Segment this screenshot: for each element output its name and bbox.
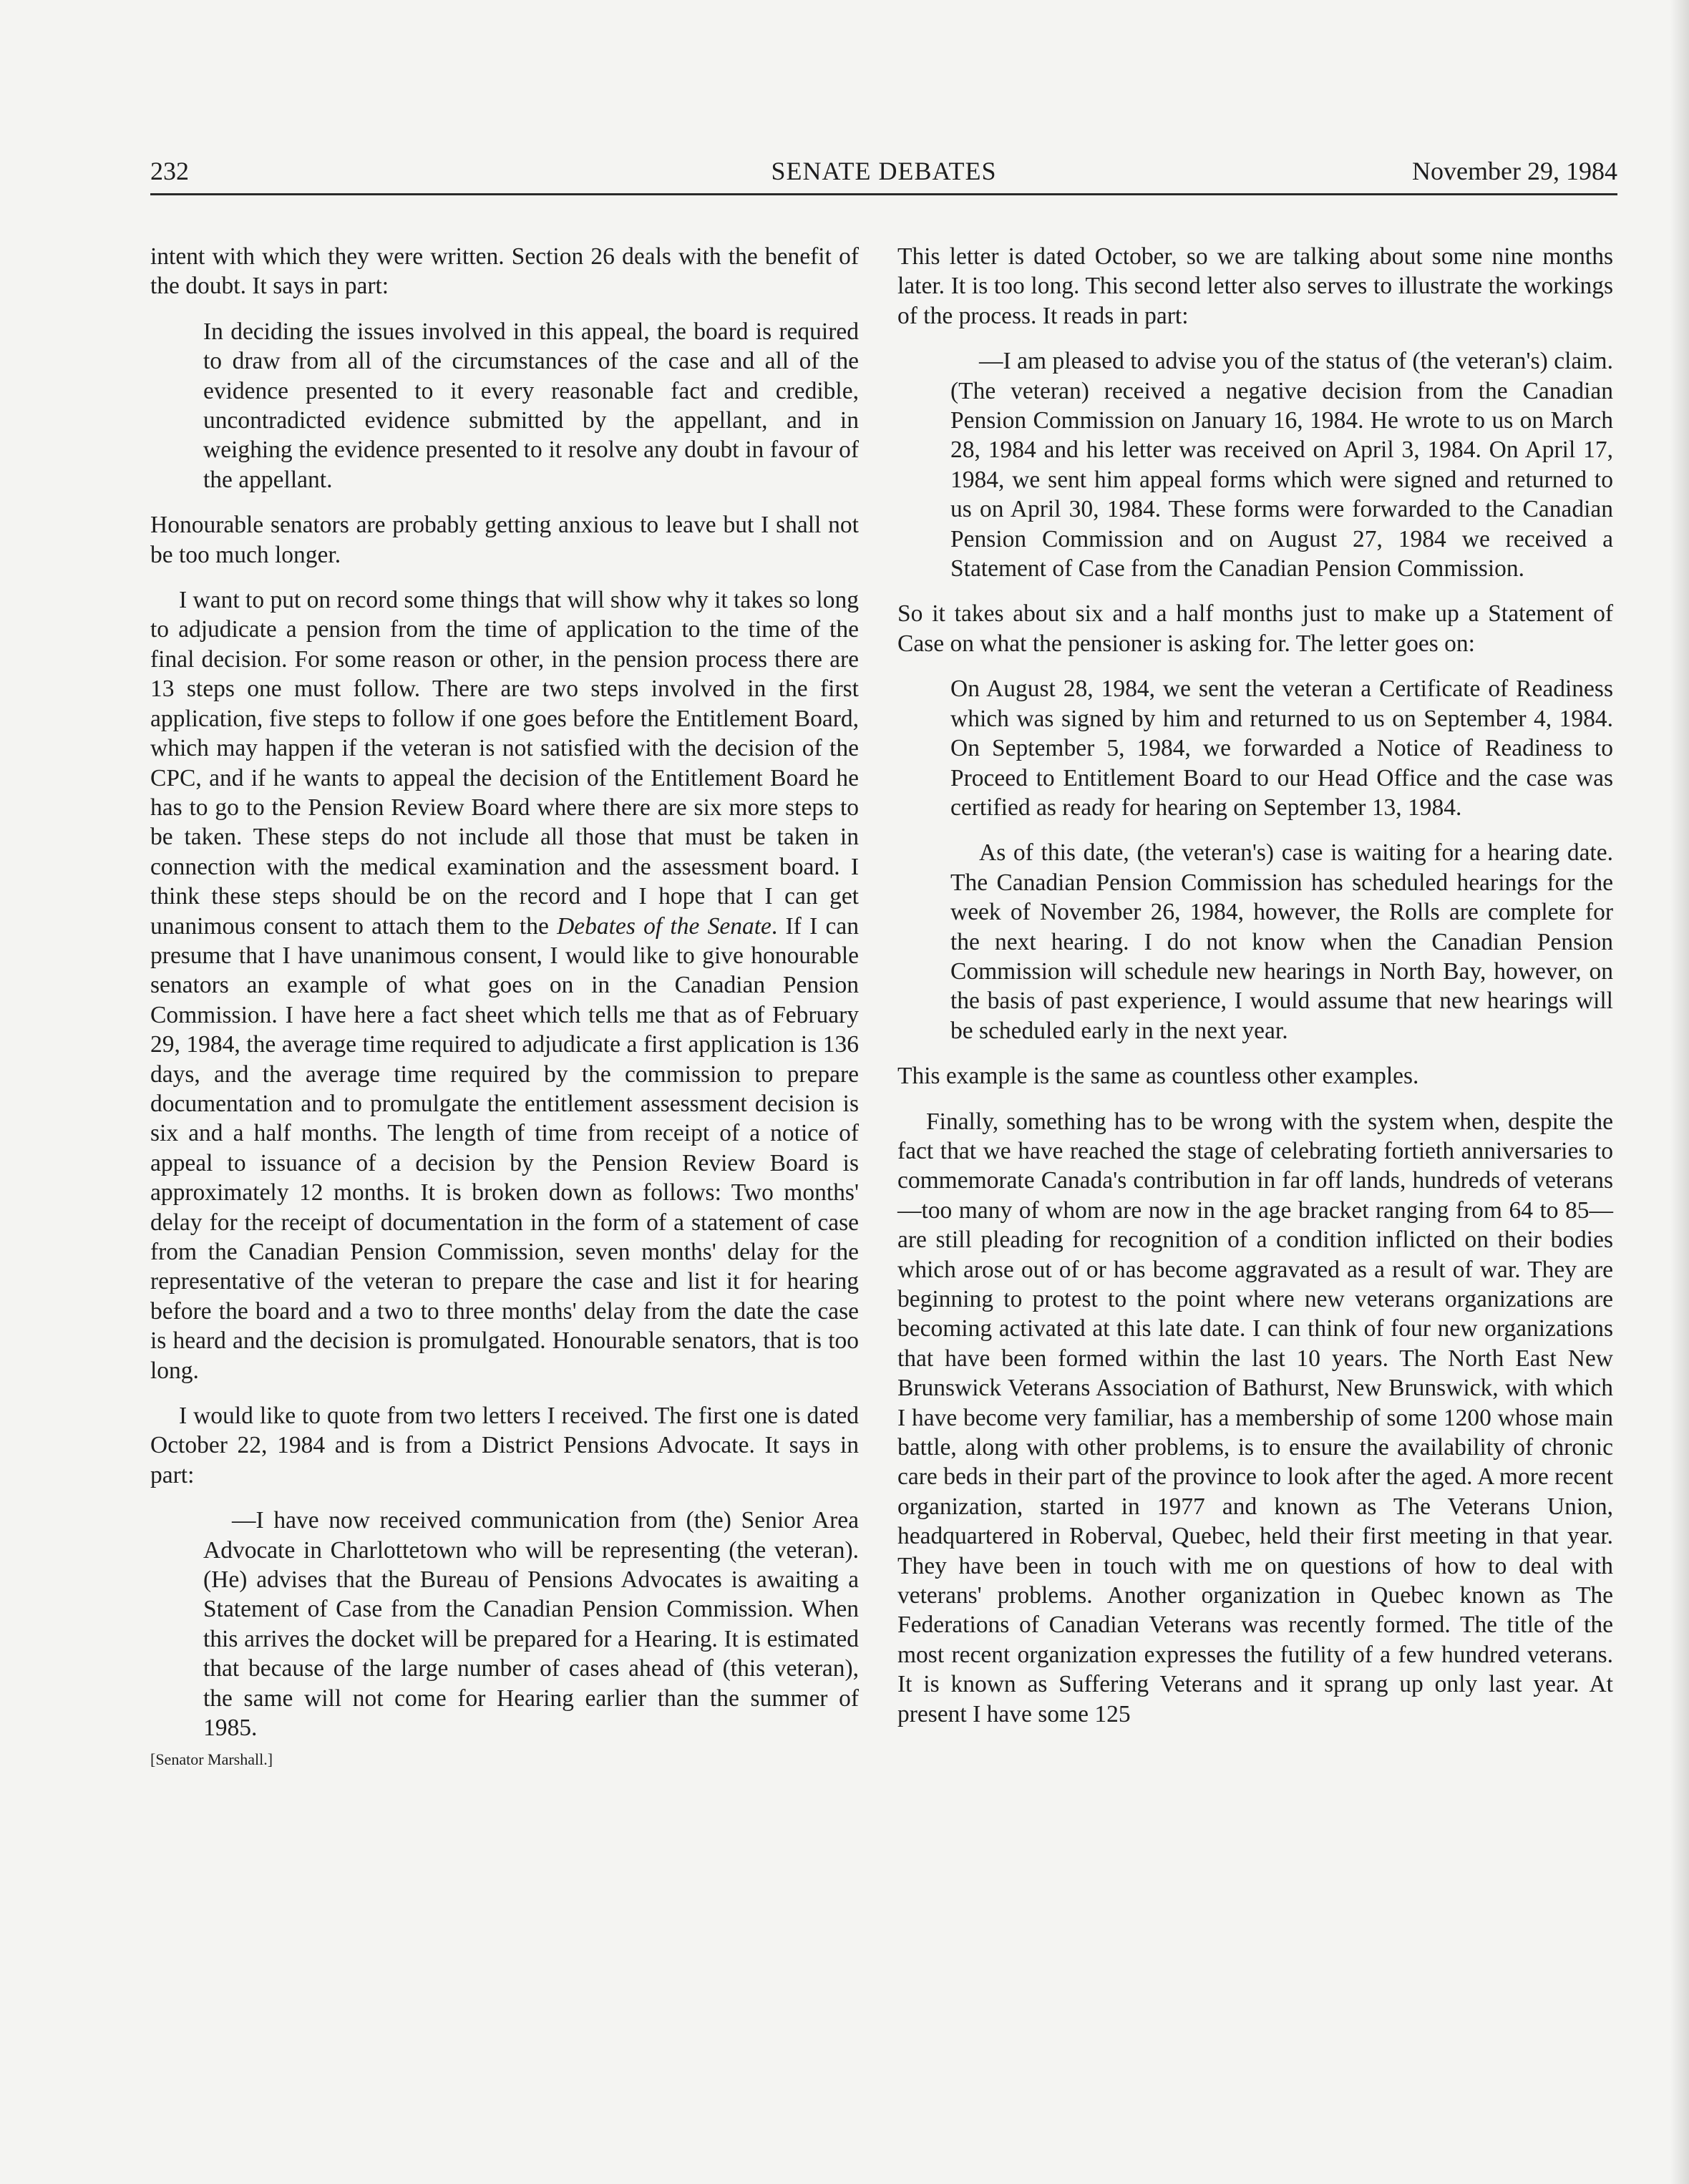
block-quote: In deciding the issues involved in this appeal, the board is required to draw from all of the circumstances of the case and all of the evidence presented to it every reasonable fact and credible, uncontradicted evidence submitted by the appellant, and in weighing the evidence presented to it resolve any doubt in favour of the appellant. xyxy=(203,318,859,493)
paragraph: intent with which they were written. Section 26 deals with the benefit of the doubt. It says in part: xyxy=(150,243,859,300)
block-quote: As of this date, (the veteran's) case is waiting for a hearing date. The Canadian Pension Commission has scheduled hearings for the week of November 26, 1984, however, the Rolls are complete for the next hearing. I do not know when the Canadian Pension Commission will schedule new hearings in North Bay, however, on the basis of past experience, I would assume that new hearings will be scheduled early in the next year. xyxy=(950,839,1613,1044)
paragraph xyxy=(150,585,859,1385)
paragraph: This letter is dated October, so we are talking about some nine months later. It is too long. This second letter also serves to illustrate the workings of the process. It reads in part: xyxy=(897,243,1613,329)
left-column xyxy=(150,242,859,1770)
paragraph: I would like to quote from two letters I received. The first one is dated October 22, 1984 and is from a District Pensions Advocate. It says in part: xyxy=(150,1403,859,1488)
paragraph-text: I want to put on record some things that will show why it takes so long to adjudicate a pension from the time of application to the time of the final decision. For some reason or other, in the pension process there are 13 steps one must follow. There are two steps involved in the first application, five steps to follow if one goes before the Entitlement Board, which may happen if the veteran is not satisfied with the decision of the CPC, and if he wants to appeal the decision of the Entitlement Board he has to go to the Pension Review Board where there are six more steps to be taken. These steps do not include all those that must be taken in connection with the medical examination and the assessment board. I think these steps should be on the record and I hope that I can get unanimous consent to attach them to the xyxy=(150,587,859,940)
publication-reference: Debates of the Senate xyxy=(557,912,772,940)
paragraph: This example is the same as countless other examples. xyxy=(897,1063,1419,1090)
scan-shadow xyxy=(1670,0,1689,2184)
running-header xyxy=(150,150,1617,195)
right-column xyxy=(897,242,1613,1745)
block-quote: —I am pleased to advise you of the status of (the veteran's) claim. (The veteran) received a negative decision from the Canadian Pension Commission on January 16, 1984. He wrote to us on March 28, 1984 and his letter was received on April 3, 1984. On April 17, 1984, we sent him appeal forms which were signed and returned to us on April 30, 1984. These forms were forwarded to the Canadian Pension Commission and on August 27, 1984 we received a Statement of Case from the Canadian Pension Commission. xyxy=(950,348,1613,582)
paragraph: So it takes about six and a half months just to make up a Statement of Case on what the pensioner is asking for. The letter goes on: xyxy=(897,600,1613,657)
block-quote: On August 28, 1984, we sent the veteran a Certificate of Readiness which was signed by him and returned to us on September 4, 1984. On September 5, 1984, we forwarded a Notice of Readiness to Proceed to Entitlement Board to our Head Office and the case was certified as ready for hearing on September 13, 1984. xyxy=(950,676,1613,821)
paragraph-text: . If I can presume that I have unanimous consent, I would like to give honourable senators an example of what goes on in the Canadian Pension Commission. I have here a fact sheet which tells me that as of February 29, 1984, the average time required to adjudicate a first application is 136 days, and the average time required by the commission to prepare documentation and to promulgate the entitlement assessment decision is six and a half months. The length of time from receipt of a notice of appeal to issuance of a decision by the Pension Review Board is approximately 12 months. It is broken down as follows: Two months' delay for the receipt of documentation in the form of a statement of case from the Canadian Pension Commission, seven months' delay for the representative of the veteran to prepare the case and list it for hearing before the board and a two to three months' delay from the date the case is heard and the decision is promulgated. Honourable senators, that is too long. xyxy=(150,912,859,1384)
speaker-attribution: [Senator Marshall.] xyxy=(150,1750,273,1768)
paragraph: Finally, something has to be wrong with the system when, despite the fact that we have reached the stage of celebrating fortieth anniversaries to commemorate Canada's contribution in far off lands, hundreds of veterans—too many of whom are now in the age bracket ranging from 64 to 85—are still pleading for recognition of a condition inflicted on their bodies which arose out of or has become aggravated as a result of war. They are beginning to protest to the point where new veterans organizations are becoming activated at this late date. I can think of four new organizations that have been formed within the last 10 years. The North East New Brunswick Veterans Association of Bathurst, New Brunswick, with which I have become very familiar, has a membership of some 1200 whose main battle, along with other problems, is to ensure the availability of chronic care beds in their part of the province to look after the aged. A more recent organization, started in 1977 and known as The Veterans Union, headquartered in Roberval, Quebec, held their first meeting in that year. They have been in touch with me on questions of how to deal with veterans' problems. Another organization in Quebec known as The Federations of Canadian Veterans was recently formed. The title of the most recent organization expresses the futility of a few hundred veterans. It is known as Suffering Veterans and it sprang up only last year. At present I have some 125 xyxy=(897,1108,1613,1727)
publication-title: SENATE DEBATES xyxy=(771,157,997,185)
page-number: 232 xyxy=(150,157,189,185)
issue-date: November 29, 1984 xyxy=(1412,157,1617,185)
document-page xyxy=(150,150,1617,1768)
block-quote: —I have now received communication from (the) Senior Area Advocate in Charlottetown who will be representing (the veteran). (He) advises that the Bureau of Pensions Advocates is awaiting a Statement of Case from the Canadian Pension Commission. When this arrives the docket will be prepared for a Hearing. It is estimated that because of the large number of cases ahead of (this veteran), the same will not come for Hearing earlier than the summer of 1985. xyxy=(203,1507,859,1742)
paragraph: Honourable senators are probably getting anxious to leave but I shall not be too much longer. xyxy=(150,512,859,568)
